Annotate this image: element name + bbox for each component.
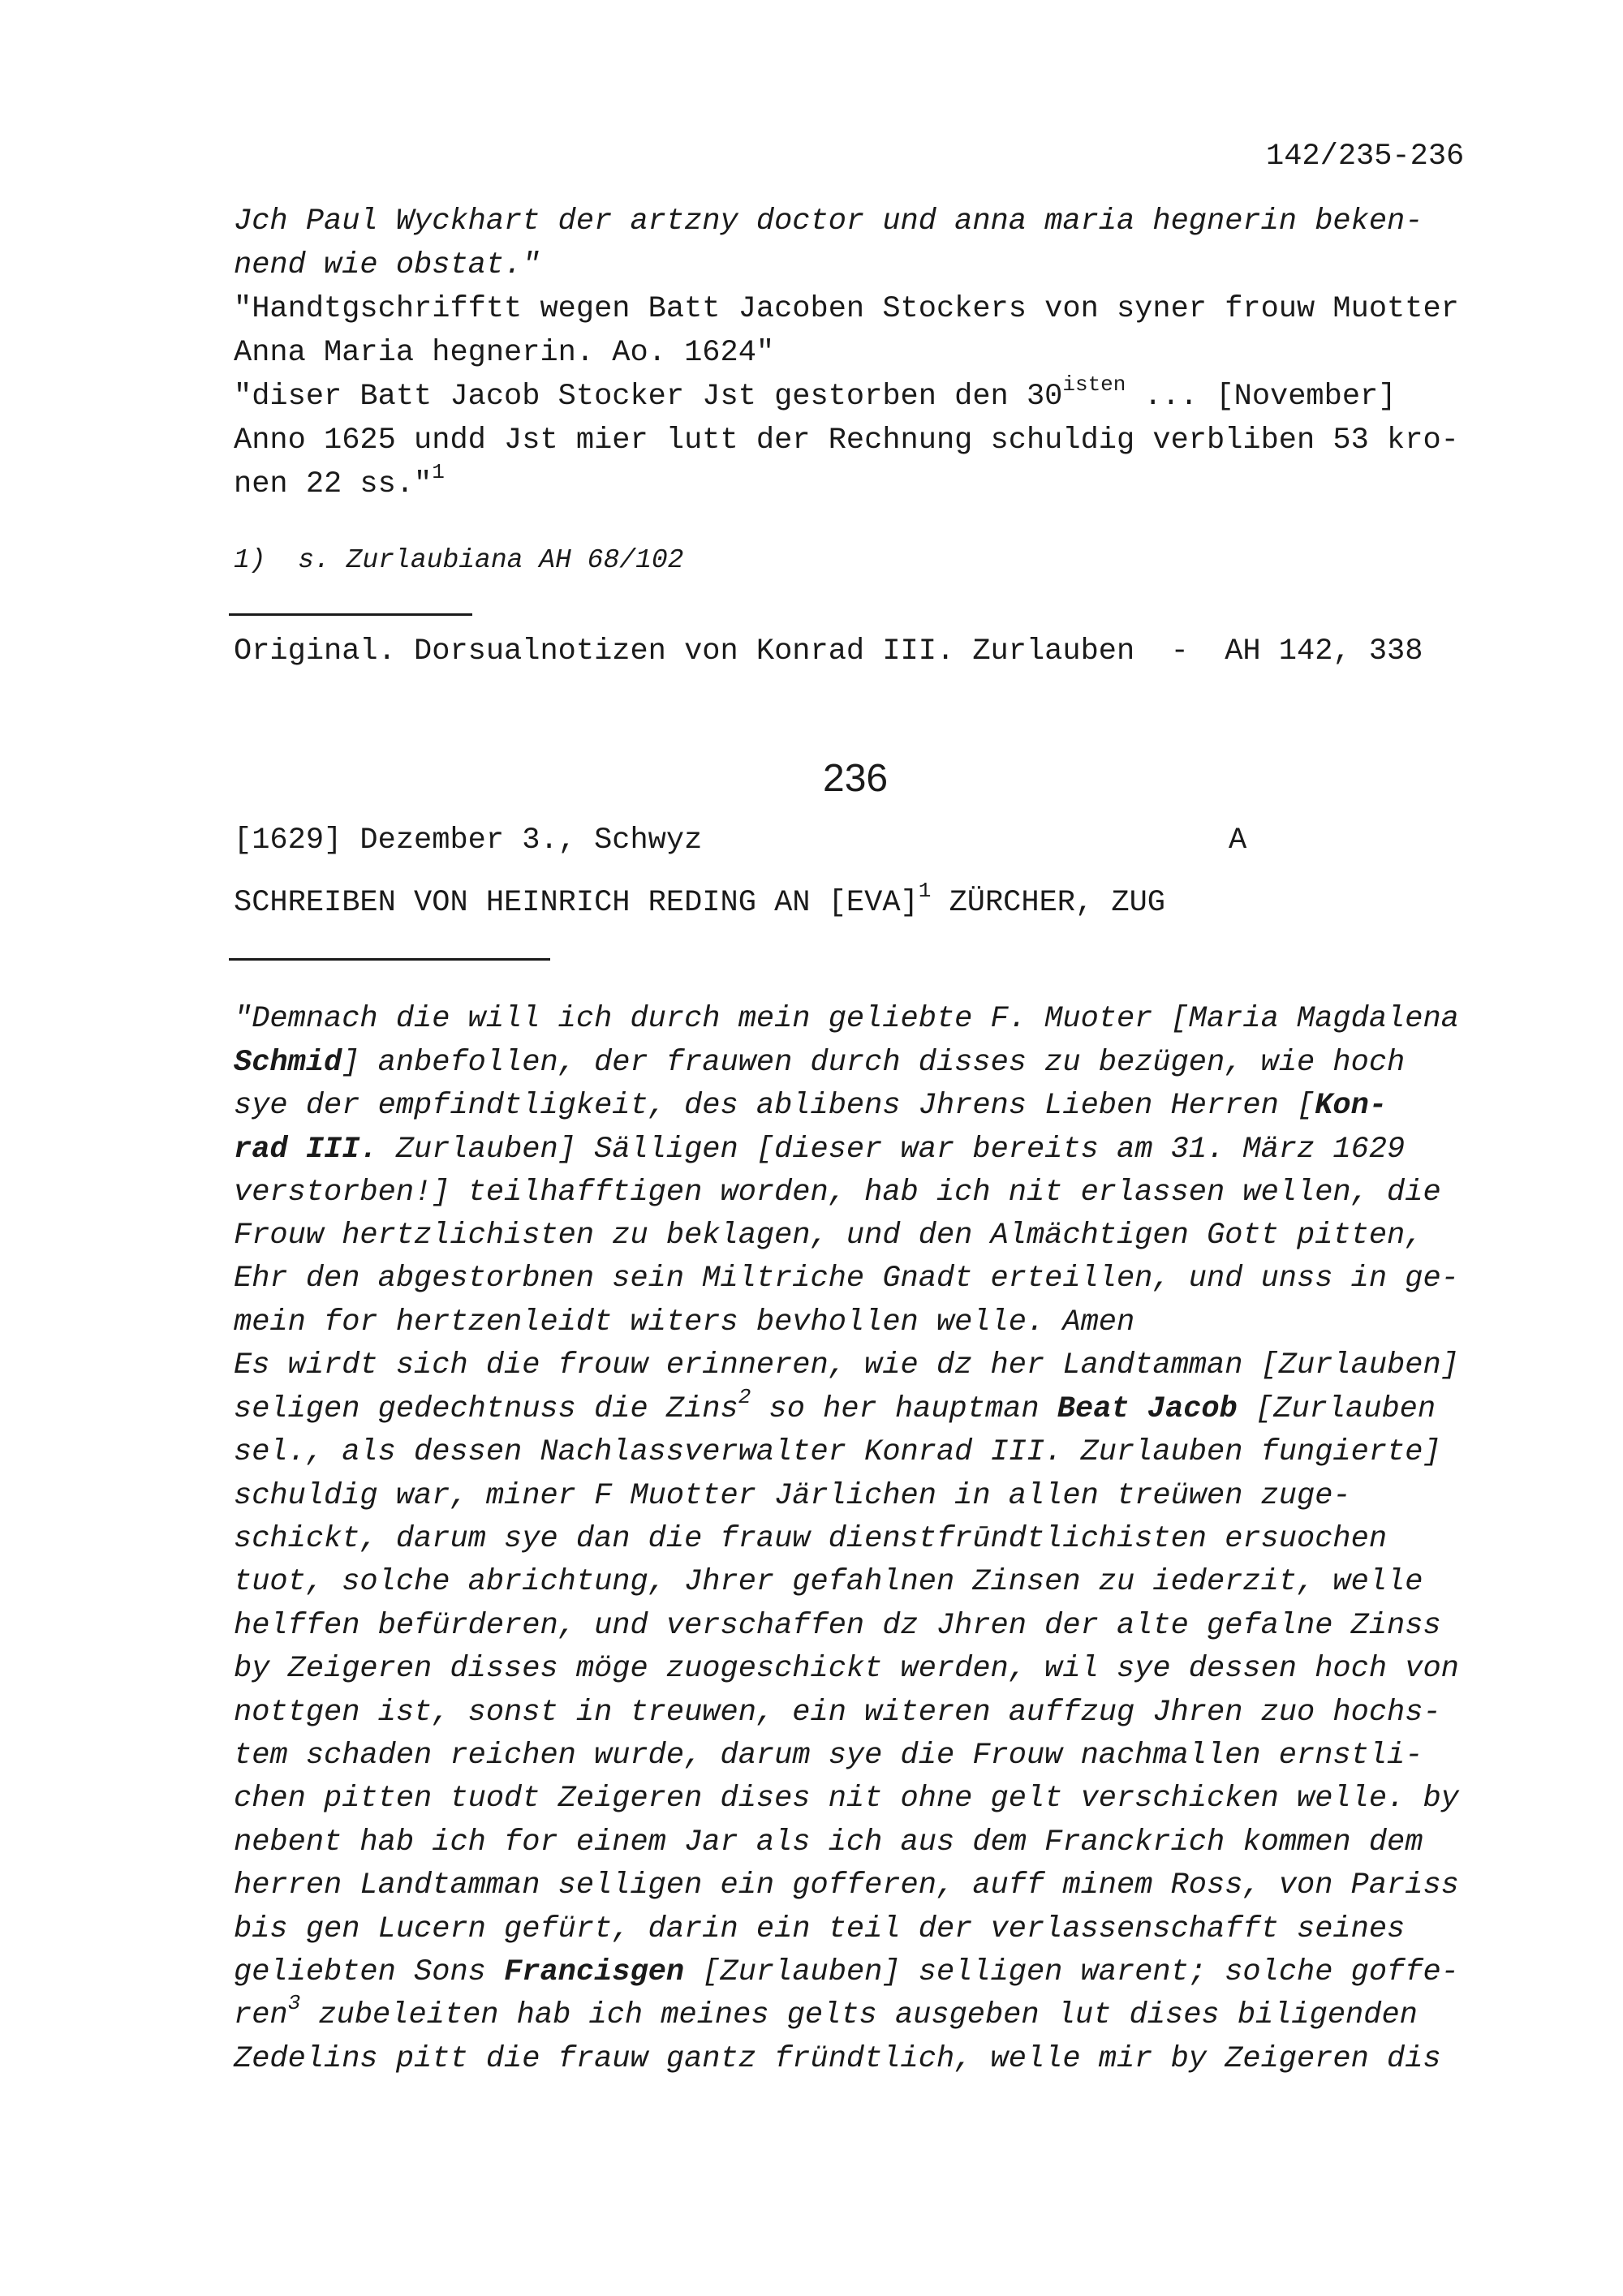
footnote: 1) s. Zurlaubiana AH 68/102 (234, 545, 684, 575)
quote-line (234, 459, 445, 501)
body-line: by Zeigeren disses möge zuogeschickt werden, wil sye dessen hoch von (234, 1652, 1459, 1686)
footnote-marker: 3 (287, 1990, 301, 2015)
body-line (234, 1046, 1405, 1080)
body-line (234, 1990, 1418, 2032)
body-text: [Zurlauben (1237, 1392, 1436, 1426)
body-line: Frouw hertzlichisten zu beklagen, und den Almächtigen Gott pitten, (234, 1219, 1423, 1253)
body-text: ] anbefollen, der frauwen durch disses zu bezügen, wie hoch (342, 1046, 1406, 1080)
quote-text: nen 22 ss." (234, 467, 433, 501)
quote-line: nend wie obstat." (234, 248, 540, 282)
quote-line (234, 372, 1397, 414)
body-line: helffen befürderen, und verschaffen dz Jhren der alte gefalne Zinss (234, 1609, 1441, 1643)
body-line: tuot, solche abrichtung, Jhrer gefahlnen Zinsen zu iederzit, welle (234, 1565, 1423, 1599)
quote-line: Jch Paul Wyckhart der artzny doctor und anna maria hegnerin beken- (234, 204, 1423, 239)
document-title (234, 878, 1166, 920)
bold-name: Schmid (234, 1046, 342, 1080)
body-text: zubeleiten hab ich meines gelts ausgeben lut dises biligenden (300, 1998, 1418, 2032)
body-text: geliebten Sons (234, 1955, 505, 1989)
body-line: Es wirdt sich die frouw erinneren, wie dz her Landtamman [Zurlauben] (234, 1348, 1459, 1382)
body-line: Zedelins pitt die frauw gantz fründtlich, welle mir by Zeigeren dis (234, 2042, 1441, 2076)
body-line (234, 1133, 1405, 1167)
body-line: schickt, darum sye dan die frauw dienstfrūndtlichisten ersuochen (234, 1522, 1388, 1556)
body-text: seligen gedechtnuss die Zins (234, 1392, 738, 1426)
body-text: [Zurlauben] selligen warent; solche goffe- (684, 1955, 1459, 1989)
body-line: "Demnach die will ich durch mein geliebte F. Muoter [Maria Magdalena (234, 1002, 1459, 1036)
body-line: tem schaden reichen wurde, darum sye die Frouw nachmallen ernstli- (234, 1739, 1423, 1773)
document-number: 236 (823, 757, 889, 800)
quote-line: "Handtgschrifftt wegen Batt Jacoben Stockers von syner frouw Muotter (234, 292, 1459, 326)
quote-line: Anna Maria hegnerin. Ao. 1624" (234, 336, 775, 370)
divider (229, 613, 472, 616)
bold-name: rad III. (234, 1133, 378, 1167)
body-text: sye der empfindtligkeit, des ablibens Jhrens Lieben Herren [ (234, 1089, 1315, 1123)
divider (229, 958, 550, 961)
body-line: herren Landtamman selligen ein gofferen, auff minem Ross, von Pariss (234, 1868, 1459, 1903)
body-line: schuldig war, miner F Muotter Järlichen in allen treüwen zuge- (234, 1479, 1351, 1513)
body-line: sel., als dessen Nachlassverwalter Konrad III. Zurlauben fungierte] (234, 1435, 1441, 1469)
body-line (234, 1955, 1459, 1989)
body-text: so her hauptman (751, 1392, 1057, 1426)
title-text: SCHREIBEN VON HEINRICH REDING AN [EVA] (234, 886, 919, 920)
body-line: bis gen Lucern gefürt, darin ein teil der verlassenschafft seines (234, 1912, 1406, 1946)
quote-text: "diser Batt Jacob Stocker Jst gestorben den 30 (234, 380, 1063, 414)
body-text: Zurlauben] Sälligen [dieser war bereits am 31. März 1629 (377, 1133, 1406, 1167)
title-text: ZÜRCHER, ZUG (931, 886, 1166, 920)
page-number: 142/235-236 (1266, 140, 1465, 174)
body-line (234, 1089, 1387, 1123)
source-note: Original. Dorsualnotizen von Konrad III. Zurlauben - AH 142, 338 (234, 634, 1423, 669)
footnote-marker: 1 (918, 878, 932, 903)
bold-name: Kon- (1315, 1089, 1388, 1123)
bold-name: Francisgen (504, 1955, 685, 1989)
superscript: isten (1062, 372, 1126, 397)
footnote-marker: 1 (432, 459, 445, 484)
footnote-marker: 2 (738, 1384, 751, 1409)
quote-line: Anno 1625 undd Jst mier lutt der Rechnung schuldig verbliben 53 kro- (234, 424, 1459, 458)
body-line: nottgen ist, sonst in treuwen, ein witeren auffzug Jhren zuo hochs- (234, 1696, 1441, 1730)
body-text: ren (234, 1998, 288, 2032)
quote-text: ... [November] (1126, 380, 1397, 414)
version-marker: A (1229, 823, 1247, 858)
body-line: chen pitten tuodt Zeigeren dises nit ohne gelt verschicken welle. by (234, 1782, 1459, 1816)
body-line: nebent hab ich for einem Jar als ich aus dem Franckrich kommen dem (234, 1825, 1423, 1860)
date-place: [1629] Dezember 3., Schwyz (234, 823, 703, 858)
body-line: Ehr den abgestorbnen sein Miltriche Gnadt erteillen, und unss in ge- (234, 1262, 1459, 1296)
body-line (234, 1384, 1436, 1426)
body-line: mein for hertzenleidt witers bevhollen welle. Amen (234, 1305, 1135, 1339)
body-line: verstorben!] teilhafftigen worden, hab ich nit erlassen wellen, die (234, 1176, 1441, 1210)
bold-name: Beat Jacob (1057, 1392, 1238, 1426)
